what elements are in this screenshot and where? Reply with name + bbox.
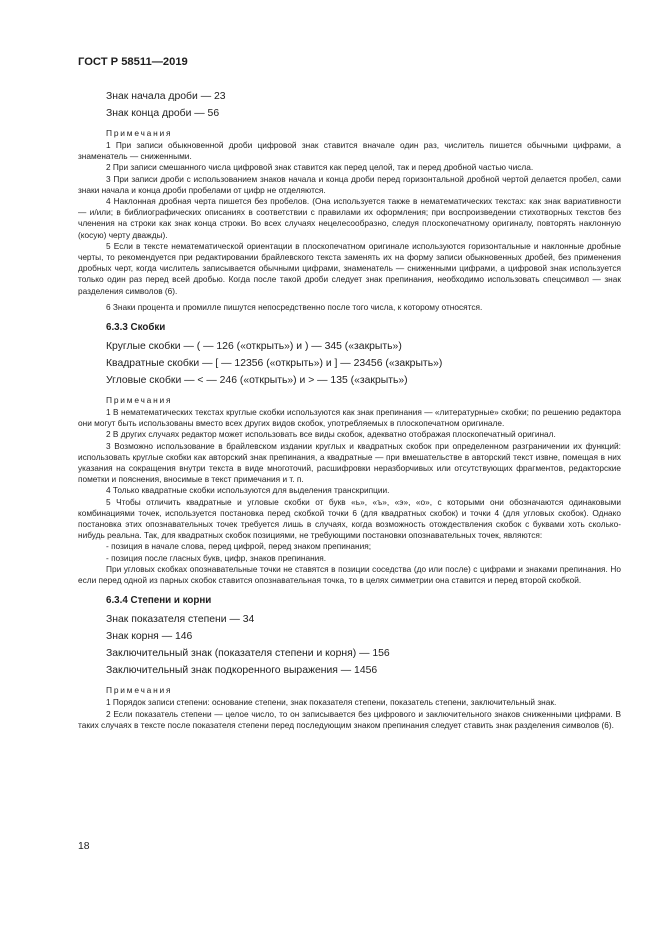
note-paragraph: 5 Чтобы отличить квадратные и угловые скобки от букв «ь», «ъ», «э», «о», с которыми они обозначаются одинаковыми комбинациями точек, используется постановка перед скобкой точки 6 (для квадратных скобок) и точки 4 (для угловых скобок). Однако постановка этих опознавательных точек требуется лишь в случаях, когда возможность отождествления скобок с буквами хоть сколько-нибудь реальна. Так, для квадратных скобок позициями, не требующими постановки опознавательных точек, являются: (78, 496, 621, 541)
page-number: 18 (78, 841, 90, 852)
powers-section (78, 594, 621, 731)
note-paragraph: 3 Возможно использование в брайлевском издании круглых и квадратных скобок при определенном разграничении их функций: использовать круглые скобки как авторский знак препинания, а квадратные — при вмешательстве в авторский текст извне, помещая в них указания на сокращения внутри текста в виде многоточий, расшифровки неразборчивых или отсутствующих фрагментов, редакторские пометки и пояснения, вносимые в текст примечания и т. п. (78, 440, 621, 485)
power-line: Знак корня — 146 (106, 631, 193, 643)
bracket-line: Угловые скобки — < — 246 («открыть») и > — 135 («закрыть») (106, 375, 408, 387)
document-header: ГОСТ Р 58511—2019 (78, 56, 188, 68)
power-line: Заключительный знак подкоренного выражения — 1456 (106, 665, 378, 677)
list-item: - позиция после гласных букв, цифр, знаков препинания. (106, 552, 327, 563)
notes-heading: Примечания (106, 685, 173, 696)
power-line: Заключительный знак (показателя степени и корня) — 156 (106, 648, 390, 660)
note-paragraph: 4 Только квадратные скобки используются для выделения транскрипции. (106, 485, 390, 496)
bracket-line: Квадратные скобки — [ — 12356 («открыть») и ] — 23456 («закрыть») (106, 358, 443, 370)
bracket-line: Круглые скобки — ( — 126 («открыть») и ) — 345 («закрыть») (106, 341, 402, 353)
fraction-start-sign: Знак начала дроби — 23 (106, 91, 226, 102)
power-line: Знак показателя степени — 34 (106, 614, 255, 626)
section-title: 6.3.3 Скобки (106, 322, 166, 334)
note-paragraph: 1 В нематематических текстах круглые скобки используются как знак препинания — «литературные» скобки; по решению редактора они могут быть использованы вместо всех других видов скобок, употребляемых в плоскопечатном оригинале. (78, 407, 621, 429)
fractions-section (78, 88, 621, 313)
note-paragraph: 2 В других случаях редактор может использовать все виды скобок, адекватно отображая плоскопечатный оригинал. (106, 429, 556, 440)
note-paragraph: 2 При записи смешанного числа цифровой знак ставится как перед целой, так и перед дробной частью числа. (106, 162, 534, 173)
note-paragraph: 1 При записи обыкновенной дроби цифровой знак ставится вначале один раз, числитель пишется обычными цифрами, а знаменатель — сниженными. (78, 140, 621, 162)
note-paragraph: 2 Если показатель степени — целое число, то он записывается без цифрового и заключительного знаков сниженными цифрами. В таких случаях в тексте после показателя степени перед последующим знаком препинания следует ставить знак разделения символов (6). (78, 708, 621, 730)
notes-heading: Примечания (106, 395, 173, 406)
notes-heading: Примечания (106, 128, 173, 138)
note-paragraph: 1 Порядок записи степени: основание степени, знак показателя степени, показатель степени, заключительный знак. (106, 697, 557, 708)
note-paragraph: 5 Если в тексте нематематической ориентации в плоскопечатном оригинале используются горизонтальные и наклонные дробные черты, то рекомендуется при редактировании брайлевского текста заменять их на форму записи обыкновенных дробей, без применения дробных черт, когда числитель записывается обычными цифрами, знаменатель — сниженными цифрами, а цифровой знак используется только один раз перед всей дробью. Когда после такой дроби следует знак препинания, необходимо использовать спецсимвол — знак разделения символов (6). (78, 240, 621, 296)
section-title: 6.3.4 Степени и корни (106, 595, 212, 607)
fraction-end-sign: Знак конца дроби — 56 (106, 108, 220, 119)
note-paragraph: 6 Знаки процента и промилле пишутся непосредственно после того числа, к которому относятся. (106, 301, 483, 312)
note-paragraph: 4 Наклонная дробная черта пишется без пробелов. (Она используется также в нематематических текстах: как знак вариативности — и/или; в библиографических описаниях в соответствии с правилами их оформления; при воспроизведении стихотворных текстов без членения на строки как знак конца строки. Во всех случаях нецелесообразно, следуя плоскопечатному оригиналу, повторять наклонную (косую) черту дважды). (78, 196, 621, 240)
brackets-section (78, 321, 621, 586)
note-paragraph: При угловых скобках опознавательные точки не ставятся в позиции соседства (до или после) с цифрами и знаками препинания. Но если перед одной из парных скобок ставится опознавательная точка, то в целях симметрии она ставится и перед второй скобкой. (78, 563, 621, 586)
list-item: - позиция в начале слова, перед цифрой, перед знаком препинания; (106, 541, 372, 552)
note-paragraph: 3 При записи дроби с использованием знаков начала и конца дроби перед горизонтальной дробной чертой делается пробел, сами знаки начала и конца дроби пробелами от цифр не отделяются. (78, 173, 621, 195)
